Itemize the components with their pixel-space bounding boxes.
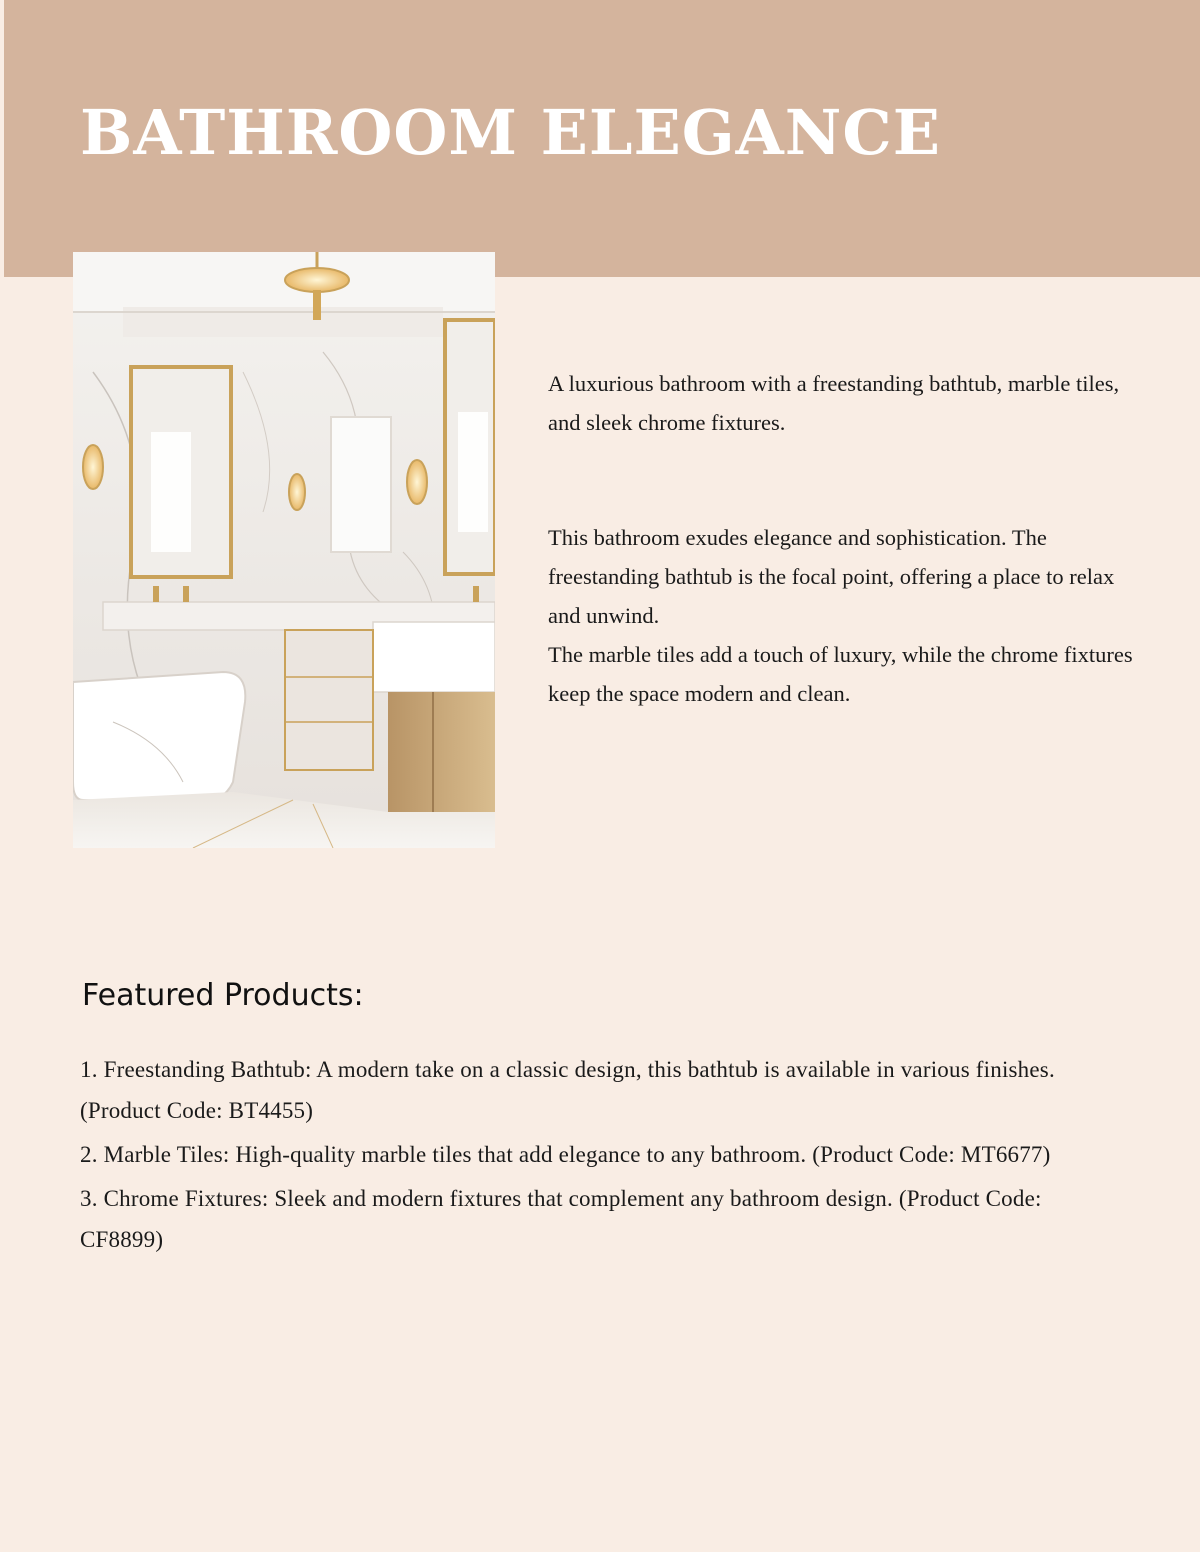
description: [548, 518, 1148, 713]
bathroom-photo: [73, 252, 495, 848]
description-paragraph: The marble tiles add a touch of luxury, while the chrome fixtures keep the space modern and clean.: [548, 642, 1133, 706]
product-item: 1. Freestanding Bathtub: A modern take on a classic design, this bathtub is available in various finishes. (Product Code: BT4455): [80, 1057, 1055, 1123]
page-title: BATHROOM ELEGANCE: [80, 96, 942, 169]
product-item: 3. Chrome Fixtures: Sleek and modern fixtures that complement any bathroom design. (Product Code: CF8899): [80, 1186, 1042, 1252]
featured-products-list: [80, 1049, 1100, 1263]
intro-text: A luxurious bathroom with a freestanding bathtub, marble tiles, and sleek chrome fixtures.: [548, 371, 1120, 435]
product-item: 2. Marble Tiles: High-quality marble tiles that add elegance to any bathroom. (Product Code: MT6677): [80, 1142, 1051, 1167]
bathroom-illustration: [73, 252, 495, 848]
description-paragraph: This bathroom exudes elegance and sophistication. The freestanding bathtub is the focal point, offering a place to relax and unwind.: [548, 525, 1115, 628]
featured-products-heading: Featured Products:: [82, 978, 364, 1013]
